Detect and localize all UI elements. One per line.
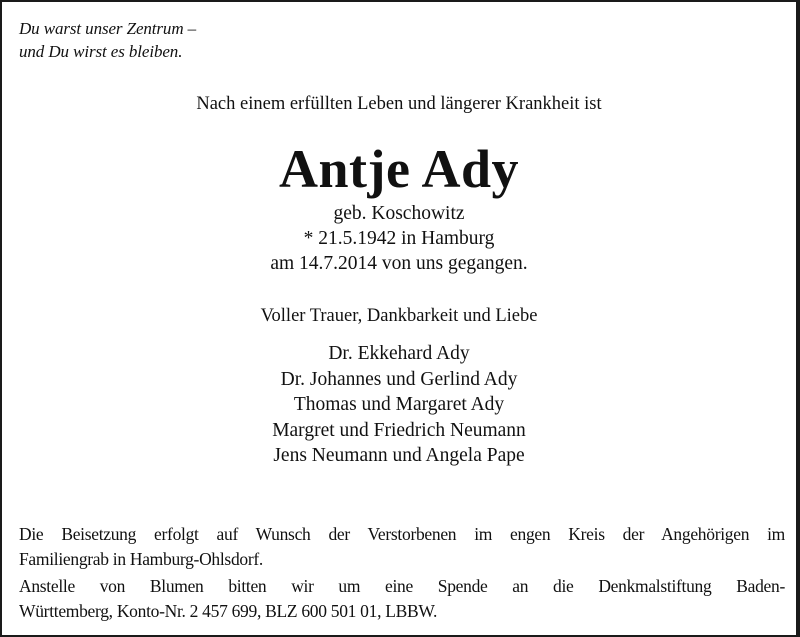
mourner: Margret und Friedrich Neumann [272,419,526,441]
mourner: Dr. Ekkehard Ady [328,343,470,364]
mourners-list [2,341,796,469]
mourning-line: Voller Trauer, Dankbarkeit und Liebe [260,306,538,326]
motto-line-2: und Du wirst es bleiben. [19,42,183,61]
maiden-name: geb. Koschowitz [333,203,465,224]
burial-notice-line-2: Familiengrab in Hamburg-Ohlsdorf. [19,549,263,569]
motto [19,17,196,63]
intro-text: Nach einem erfüllten Leben und längerer Krankheit ist [196,94,602,114]
donation-notice [19,574,785,624]
deceased-name: Antje Ady [278,139,519,199]
mourner: Dr. Johannes und Gerlind Ady [280,368,518,390]
donation-notice-line-2: Württemberg, Konto-Nr. 2 457 699, BLZ 600 501 01, LBBW. [19,601,438,621]
mourner: Thomas und Margaret Ady [293,394,505,415]
birth-info: * 21.5.1942 in Hamburg [303,228,495,249]
deceased-details [2,201,796,276]
motto-line-1: Du warst unser Zentrum – [19,19,197,38]
donation-notice-line-1: Anstelle von Blumen bitten wir um eine Spende an die Denkmalstiftung Baden- [19,576,785,596]
burial-notice-line-1: Die Beisetzung erfolgt auf Wunsch der Verstorbenen im engen Kreis der Angehörigen im [19,524,785,544]
burial-notice [19,522,785,572]
mourner: Jens Neumann und Angela Pape [273,445,525,466]
death-info: am 14.7.2014 von uns gegangen. [270,253,528,274]
